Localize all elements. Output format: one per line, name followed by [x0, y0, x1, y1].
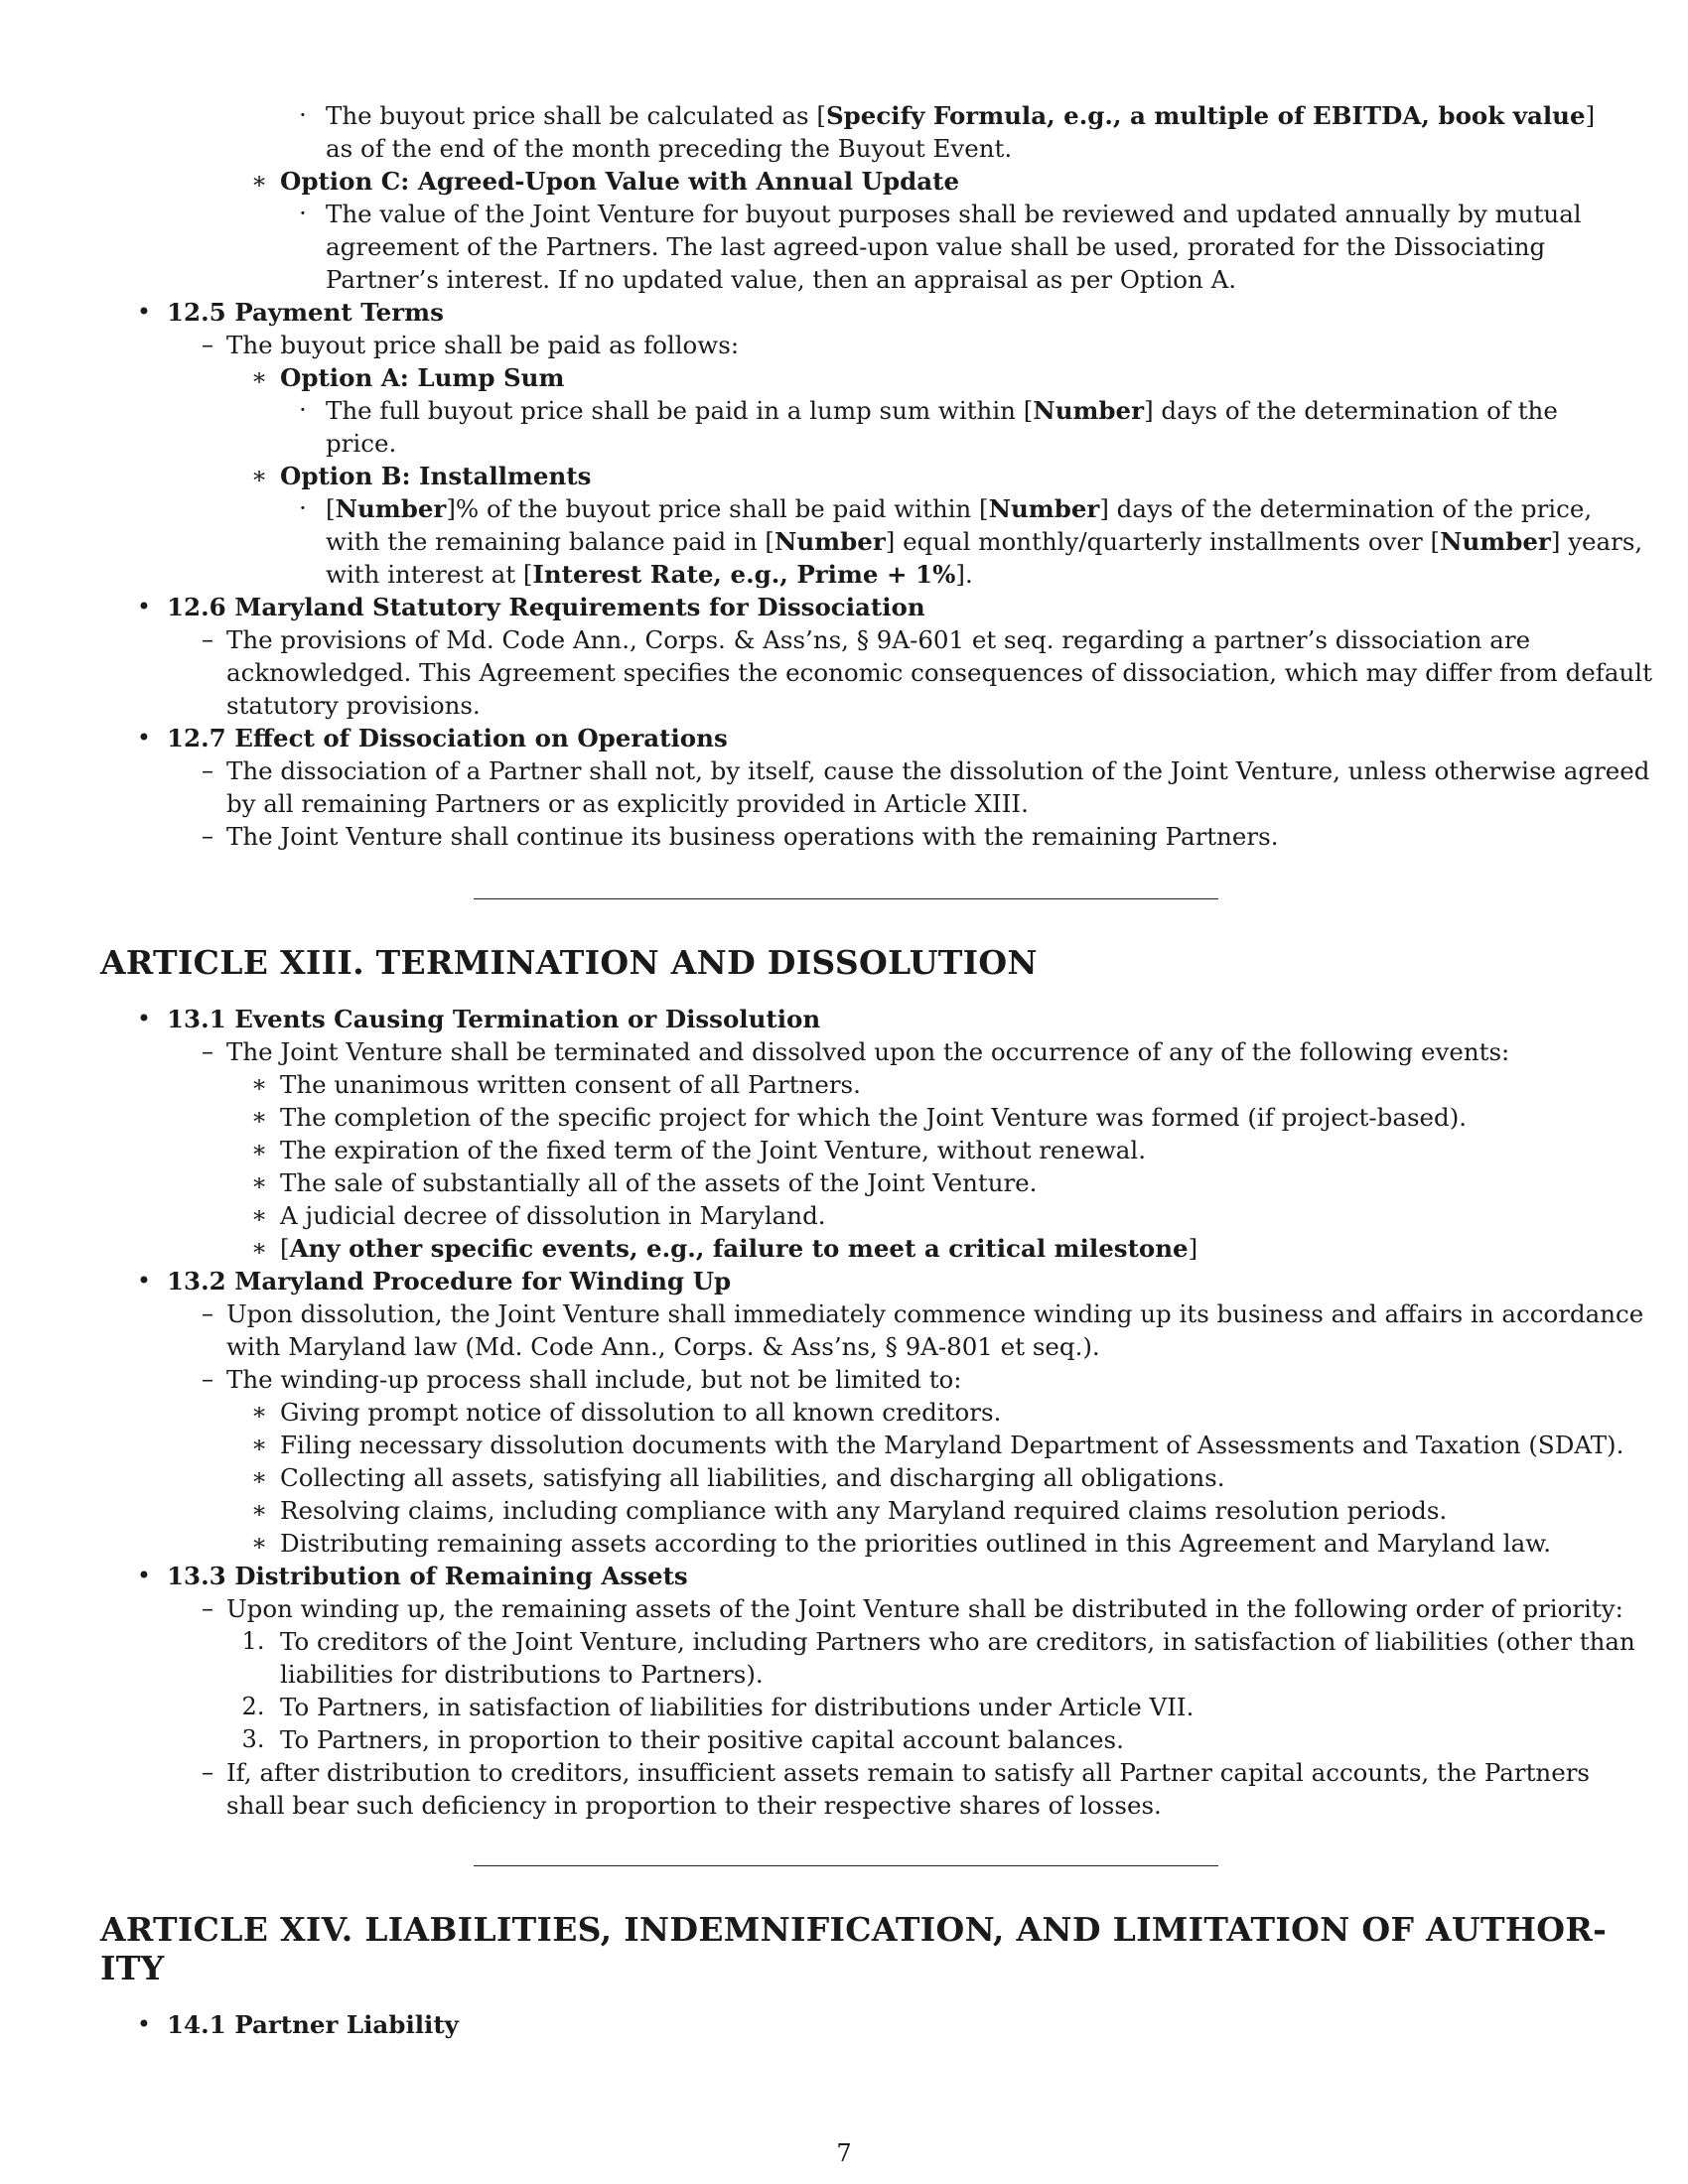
- paragraph-line: Partner’s interest. If no updated value, then an appraisal as per Option A.: [326, 265, 1237, 294]
- paragraph-line: The full buyout price shall be paid in a lump sum within [Number] days of the determination of the: [326, 396, 1558, 425]
- article-14-title-line1: ARTICLE XIV. LIABILITIES, INDEMNIFICATION, AND LIMITATION OF AUTHOR-: [100, 1910, 1608, 1949]
- option-a-label: Option A: Lump Sum: [280, 363, 565, 392]
- list-item: The completion of the specific project for which the Joint Venture was formed (if project-based).: [280, 1103, 1468, 1132]
- paragraph-line: The dissociation of a Partner shall not, by itself, cause the dissolution of the Joint Venture, unless otherwise agreed: [226, 756, 1650, 785]
- numbered-item: To creditors of the Joint Venture, including Partners who are creditors, in satisfaction of liabilities (other than: [280, 1627, 1635, 1656]
- paragraph-line: shall bear such deficiency in proportion to their respective shares of losses.: [226, 1791, 1162, 1820]
- list-item: Filing necessary dissolution documents with the Maryland Department of Assessments and Taxation (SDAT).: [280, 1431, 1624, 1459]
- text: The buyout price shall be calculated as [: [326, 101, 826, 130]
- asterisk-bullet: ∗: [250, 1168, 268, 1196]
- section-heading-12-5: 12.5 Payment Terms: [167, 298, 444, 327]
- section-heading-14-1: 14.1 Partner Liability: [167, 2010, 459, 2039]
- list-item: Resolving claims, including compliance with any Maryland required claims resolution periods.: [280, 1496, 1448, 1525]
- option-c-label: Option C: Agreed-Upon Value with Annual Update: [280, 167, 960, 196]
- middot-bullet: ·: [299, 101, 307, 129]
- dash-bullet: –: [202, 331, 213, 358]
- article-13-title: ARTICLE XIII. TERMINATION AND DISSOLUTION: [100, 943, 1038, 982]
- bullet: •: [136, 2010, 152, 2038]
- dash-bullet: –: [202, 822, 213, 850]
- paragraph-line: The value of the Joint Venture for buyout purposes shall be reviewed and updated annually by mutual: [326, 200, 1582, 228]
- numbered-item: To Partners, in satisfaction of liabilities for distributions under Article VII.: [280, 1693, 1195, 1721]
- asterisk-bullet: ∗: [250, 1529, 268, 1557]
- list-item: The expiration of the fixed term of the Joint Venture, without renewal.: [280, 1136, 1147, 1164]
- paragraph-line: The winding-up process shall include, but not be limited to:: [226, 1365, 962, 1394]
- paragraph-line: with Maryland law (Md. Code Ann., Corps. & Ass’ns, § 9A-801 et seq.).: [226, 1332, 1100, 1361]
- bullet: •: [136, 298, 152, 326]
- paragraph-line: by all remaining Partners or as explicitly provided in Article XIII.: [226, 789, 1029, 818]
- option-b-label: Option B: Installments: [280, 462, 592, 490]
- numbered-item: liabilities for distributions to Partners).: [280, 1660, 764, 1689]
- list-item: [Any other specific events, e.g., failure to meet a critical milestone]: [280, 1234, 1198, 1263]
- list-item: The unanimous written consent of all Partners.: [280, 1070, 861, 1099]
- asterisk-bullet: ∗: [250, 1103, 268, 1131]
- paragraph-line: [Number]% of the buyout price shall be paid within [Number] days of the determination of the price,: [326, 494, 1593, 523]
- paragraph-line: The Joint Venture shall continue its business operations with the remaining Partners.: [226, 822, 1279, 851]
- placeholder-formula: Specify Formula, e.g., a multiple of EBITDA, book value: [825, 101, 1586, 130]
- paragraph-line: Upon dissolution, the Joint Venture shall immediately commence winding up its business and affairs in accordance: [226, 1299, 1644, 1328]
- middot-bullet: ·: [299, 494, 307, 522]
- article-14-title-line2: ITY: [100, 1949, 165, 1987]
- number-marker: 1.: [241, 1627, 265, 1655]
- dash-bullet: –: [202, 1365, 213, 1393]
- asterisk-bullet: ∗: [250, 462, 268, 489]
- numbered-item: To Partners, in proportion to their positive capital account balances.: [280, 1725, 1124, 1754]
- asterisk-bullet: ∗: [250, 1398, 268, 1426]
- asterisk-bullet: ∗: [250, 1136, 268, 1163]
- section-divider: [474, 898, 1218, 899]
- dash-bullet: –: [202, 756, 213, 784]
- bullet: •: [136, 1005, 152, 1032]
- page-number: 7: [836, 2139, 852, 2167]
- asterisk-bullet: ∗: [250, 1201, 268, 1229]
- section-heading-13-3: 13.3 Distribution of Remaining Assets: [167, 1562, 688, 1590]
- asterisk-bullet: ∗: [250, 167, 268, 195]
- section-heading-12-7: 12.7 Effect of Dissociation on Operations: [167, 724, 728, 752]
- bullet: •: [136, 1267, 152, 1295]
- bullet: •: [136, 724, 152, 751]
- paragraph-line: If, after distribution to creditors, insufficient assets remain to satisfy all Partner capital accounts, the Partners: [226, 1758, 1590, 1787]
- paragraph-line: with interest at [Interest Rate, e.g., Prime + 1%].: [326, 560, 973, 589]
- paragraph-line: agreement of the Partners. The last agreed-upon value shall be used, prorated for the Dissociating: [326, 232, 1546, 261]
- list-item: Distributing remaining assets according to the priorities outlined in this Agreement and Maryland law.: [280, 1529, 1552, 1558]
- asterisk-bullet: ∗: [250, 1234, 268, 1262]
- dash-bullet: –: [202, 625, 213, 653]
- paragraph-line: Upon winding up, the remaining assets of the Joint Venture shall be distributed in the following order of priority:: [226, 1594, 1623, 1623]
- number-marker: 2.: [241, 1693, 265, 1720]
- middot-bullet: ·: [299, 396, 307, 424]
- section-heading-13-2: 13.2 Maryland Procedure for Winding Up: [167, 1267, 732, 1296]
- section-divider: [474, 1865, 1218, 1866]
- bullet: •: [136, 593, 152, 620]
- paragraph-line: The buyout price shall be paid as follows:: [226, 331, 740, 359]
- asterisk-bullet: ∗: [250, 1431, 268, 1458]
- number-marker: 3.: [241, 1725, 265, 1753]
- asterisk-bullet: ∗: [250, 1463, 268, 1491]
- paragraph-line: The Joint Venture shall be terminated and dissolved upon the occurrence of any of the following events:: [226, 1037, 1510, 1066]
- middot-bullet: ·: [299, 200, 307, 227]
- dash-bullet: –: [202, 1758, 213, 1786]
- paragraph-line: price.: [326, 429, 397, 458]
- paragraph-line: acknowledged. This Agreement specifies the economic consequences of dissociation, which may differ from default: [226, 658, 1652, 687]
- asterisk-bullet: ∗: [250, 1070, 268, 1098]
- dash-bullet: –: [202, 1594, 213, 1622]
- text: ]: [1585, 101, 1596, 130]
- section-heading-12-6: 12.6 Maryland Statutory Requirements for Dissociation: [167, 593, 925, 621]
- asterisk-bullet: ∗: [250, 1496, 268, 1524]
- list-item: A judicial decree of dissolution in Maryland.: [280, 1201, 826, 1230]
- list-item: Collecting all assets, satisfying all liabilities, and discharging all obligations.: [280, 1463, 1225, 1492]
- paragraph-line: with the remaining balance paid in [Number] equal monthly/quarterly installments over [Number] years,: [326, 527, 1643, 556]
- dash-bullet: –: [202, 1299, 213, 1327]
- bullet: •: [136, 1562, 152, 1589]
- section-heading-13-1: 13.1 Events Causing Termination or Dissolution: [167, 1005, 821, 1033]
- asterisk-bullet: ∗: [250, 363, 268, 391]
- paragraph-line: [326, 99, 1595, 132]
- paragraph-line: The provisions of Md. Code Ann., Corps. & Ass’ns, § 9A-601 et seq. regarding a partner’s dissociation are: [226, 625, 1531, 654]
- paragraph-line: as of the end of the month preceding the Buyout Event.: [326, 134, 1013, 163]
- paragraph-line: statutory provisions.: [226, 691, 481, 720]
- dash-bullet: –: [202, 1037, 213, 1065]
- list-item: The sale of substantially all of the assets of the Joint Venture.: [280, 1168, 1038, 1197]
- list-item: Giving prompt notice of dissolution to all known creditors.: [280, 1398, 1002, 1427]
